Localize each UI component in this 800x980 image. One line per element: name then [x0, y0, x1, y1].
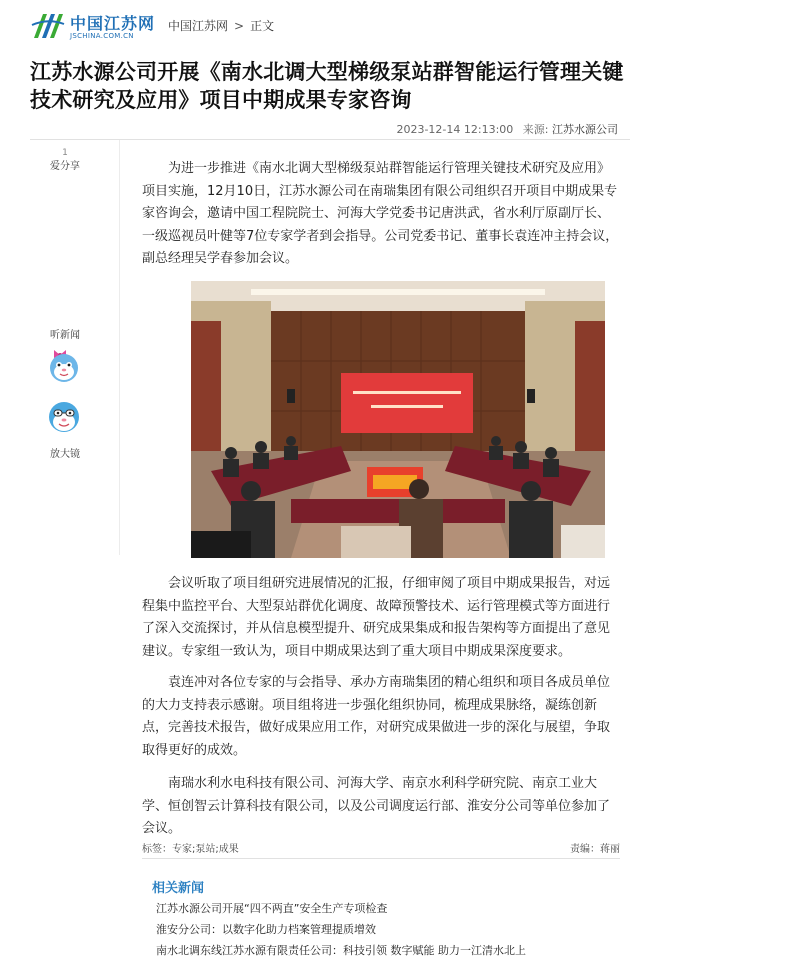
publish-datetime: 2023-12-14 12:13:00: [396, 123, 514, 136]
article-paragraph: 为进一步推进《南水北调大型梯级泵站群智能运行管理关键技术研究及应用》项目实施，12月10日，江苏水源公司在南瑞集团有限公司组织召开项目中期成果专家咨询会，邀请中国工程院院士、河海大学党委书记唐洪武，省水利厅原副厅长、一级巡视员叶健等7位专家学者到会指导。公司党委书记、董事长袁连冲主持会议，副总经理吴学春参加会议。: [142, 161, 619, 267]
tags-row: [142, 840, 620, 854]
share-button[interactable]: 爱分享: [50, 161, 80, 172]
listen-news-label: 听新闻: [50, 330, 80, 341]
logo-text: 中国江苏网: [70, 14, 156, 33]
related-news-link[interactable]: 江苏水源公司开展“四不两直”安全生产专项检查: [156, 902, 388, 915]
article-paragraph: 会议听取了项目组研究进展情况的汇报，仔细审阅了项目中期成果报告，对远程集中监控平台、大型泵站群优化调度、故障预警技术、运行管理模式等方面进行了深入交流探讨，并从信息模型提升、研究成果集成和报告架构等方面提出了意见建议。专家组一致认为，项目中期成果达到了重大项目中期成果深度要求。: [142, 576, 611, 659]
logo-domain: JSCHINA.COM.CN: [70, 32, 134, 40]
breadcrumb-separator: >: [234, 19, 245, 33]
breadcrumb: [168, 17, 274, 34]
meeting-photo: [191, 281, 605, 558]
share-count: 1: [62, 148, 68, 158]
breadcrumb-current: 正文: [250, 19, 275, 33]
breadcrumb-home-link[interactable]: 中国江苏网: [168, 19, 229, 33]
article-title: 江苏水源公司开展《南水北调大型梯级泵站群智能运行管理关键技术研究及应用》项目中期成果专家咨询: [30, 60, 624, 112]
article-meta: [396, 121, 618, 137]
tags-divider: [142, 858, 620, 859]
site-header: [0, 0, 800, 50]
article-paragraph: 袁连冲对各位专家的与会指导、承办方南瑞集团的精心组织和项目各成员单位的大力支持表示感谢。项目组将进一步强化组织协同，梳理成果脉络，凝练创新点，完善技术报告，做好成果应用工作，对研究成果做进一步的深化与展望，争取取得更好的成效。: [142, 675, 611, 758]
article-editor: 责编：蒋丽: [570, 844, 620, 855]
title-divider: [30, 139, 630, 140]
magnifier-mascot-icon[interactable]: [44, 395, 84, 435]
related-news-title: 相关新闻: [152, 881, 205, 896]
tool-sidebar: [30, 140, 120, 555]
site-logo[interactable]: [30, 8, 156, 44]
article-tags: 标签：专家;泵站;成果: [142, 844, 239, 855]
article-paragraph: 南瑞水利水电科技有限公司、河海大学、南京水利科学研究院、南京工业大学、恒创智云计算科技有限公司，以及公司调度运行部、淮安分公司等单位参加了会议。: [142, 776, 611, 837]
magnifier-label: 放大镜: [50, 449, 80, 460]
logo-mark-icon: [30, 8, 66, 44]
source-name: 江苏水源公司: [552, 123, 618, 136]
related-news-link[interactable]: 淮安分公司：以数字化助力档案管理提质增效: [156, 923, 376, 936]
listen-mascot-icon[interactable]: [44, 344, 84, 384]
related-news-link[interactable]: 南水北调东线江苏水源有限责任公司：科技引领 数字赋能 助力一江清水北上: [156, 944, 526, 957]
source-label: 来源:: [522, 123, 549, 136]
